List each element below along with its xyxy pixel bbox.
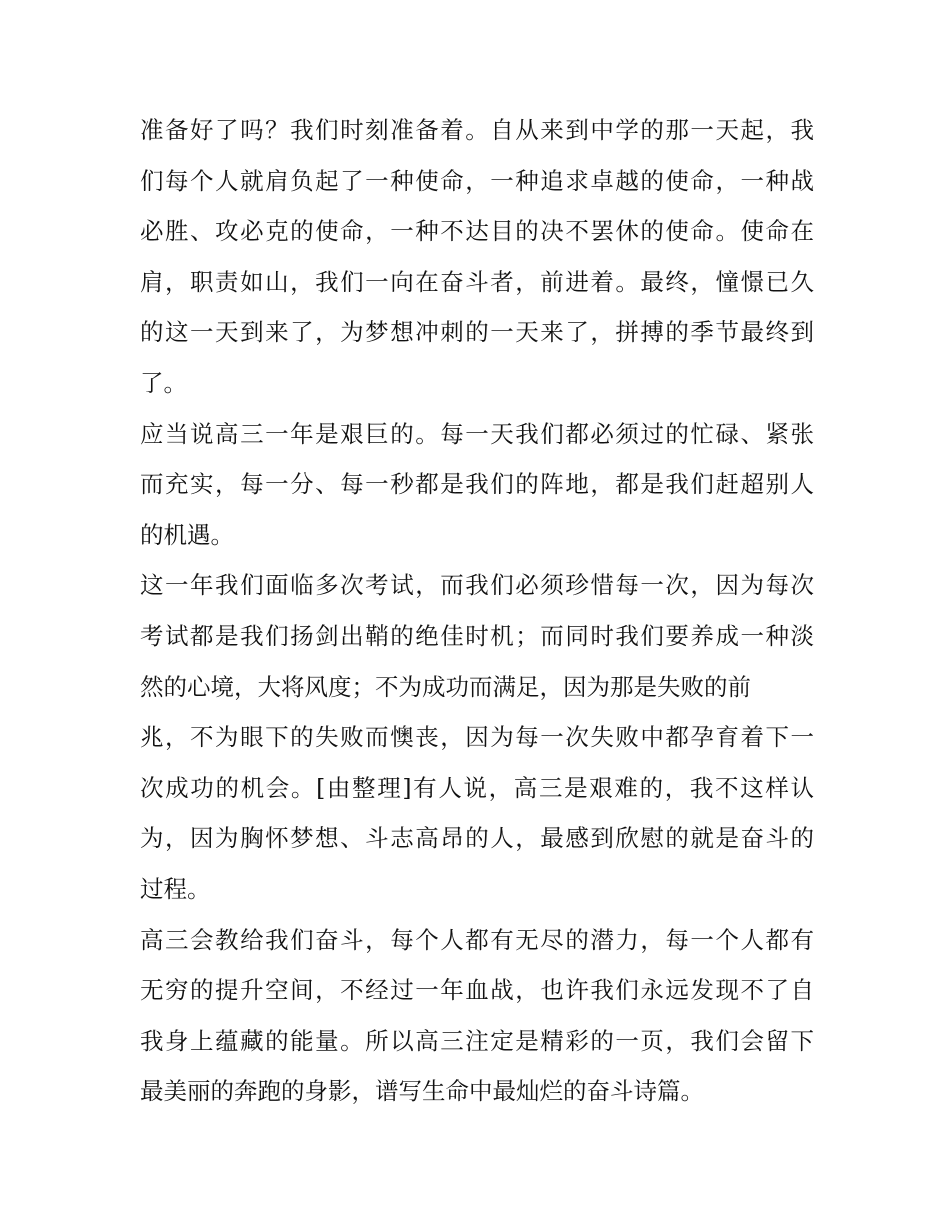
text-line: 高三会教给我们奋斗，每个人都有无尽的潜力，每一个人都有 (140, 925, 814, 954)
document-body (140, 105, 814, 1117)
text-line: 无穷的提升空间，不经过一年血战，也许我们永远发现不了自 (140, 976, 814, 1005)
text-line: 准备好了吗？我们时刻准备着。自从来到中学的那一天起，我 (140, 116, 814, 144)
text-line: 们每个人就肩负起了一种使命，一种追求卓越的使命，一种战 (140, 166, 814, 195)
text-line: 的这一天到来了，为梦想冲刺的一天来了，拼搏的季节最终到 (140, 318, 814, 347)
text-line: 肩，职责如山，我们一向在奋斗者，前进着。最终，憧憬已久 (140, 267, 814, 296)
text-line: 的机遇。 (140, 520, 234, 549)
text-line: 了。 (140, 368, 187, 397)
text-line: 必胜、攻必克的使命，一种不达目的决不罢休的使命。使命在 (140, 217, 814, 246)
text-line: 过程。 (140, 874, 211, 903)
text-line: 我身上蕴藏的能量。所以高三注定是精彩的一页，我们会留下 (140, 1026, 814, 1055)
text-line: 然的心境，大将风度；不为成功而满足，因为那是失败的前 (140, 672, 751, 701)
text-line: 为，因为胸怀梦想、斗志高昂的人，最感到欣慰的就是奋斗的 (140, 824, 814, 853)
text-line: 而充实，每一分、每一秒都是我们的阵地，都是我们赶超别人 (140, 470, 814, 499)
text-line: 这一年我们面临多次考试，而我们必须珍惜每一次，因为每次 (140, 571, 814, 600)
text-line: 次成功的机会。[由整理]有人说，高三是艰难的，我不这样认 (140, 773, 814, 802)
text-line: 应当说高三一年是艰巨的。每一天我们都必须过的忙碌、紧张 (140, 419, 814, 448)
text-line: 考试都是我们扬剑出鞘的绝佳时机；而同时我们要养成一种淡 (140, 621, 814, 650)
text-line: 兆，不为眼下的失败而懊丧，因为每一次失败中都孕育着下一 (140, 723, 814, 752)
text-line: 最美丽的奔跑的身影，谱写生命中最灿烂的奋斗诗篇。 (140, 1077, 704, 1106)
